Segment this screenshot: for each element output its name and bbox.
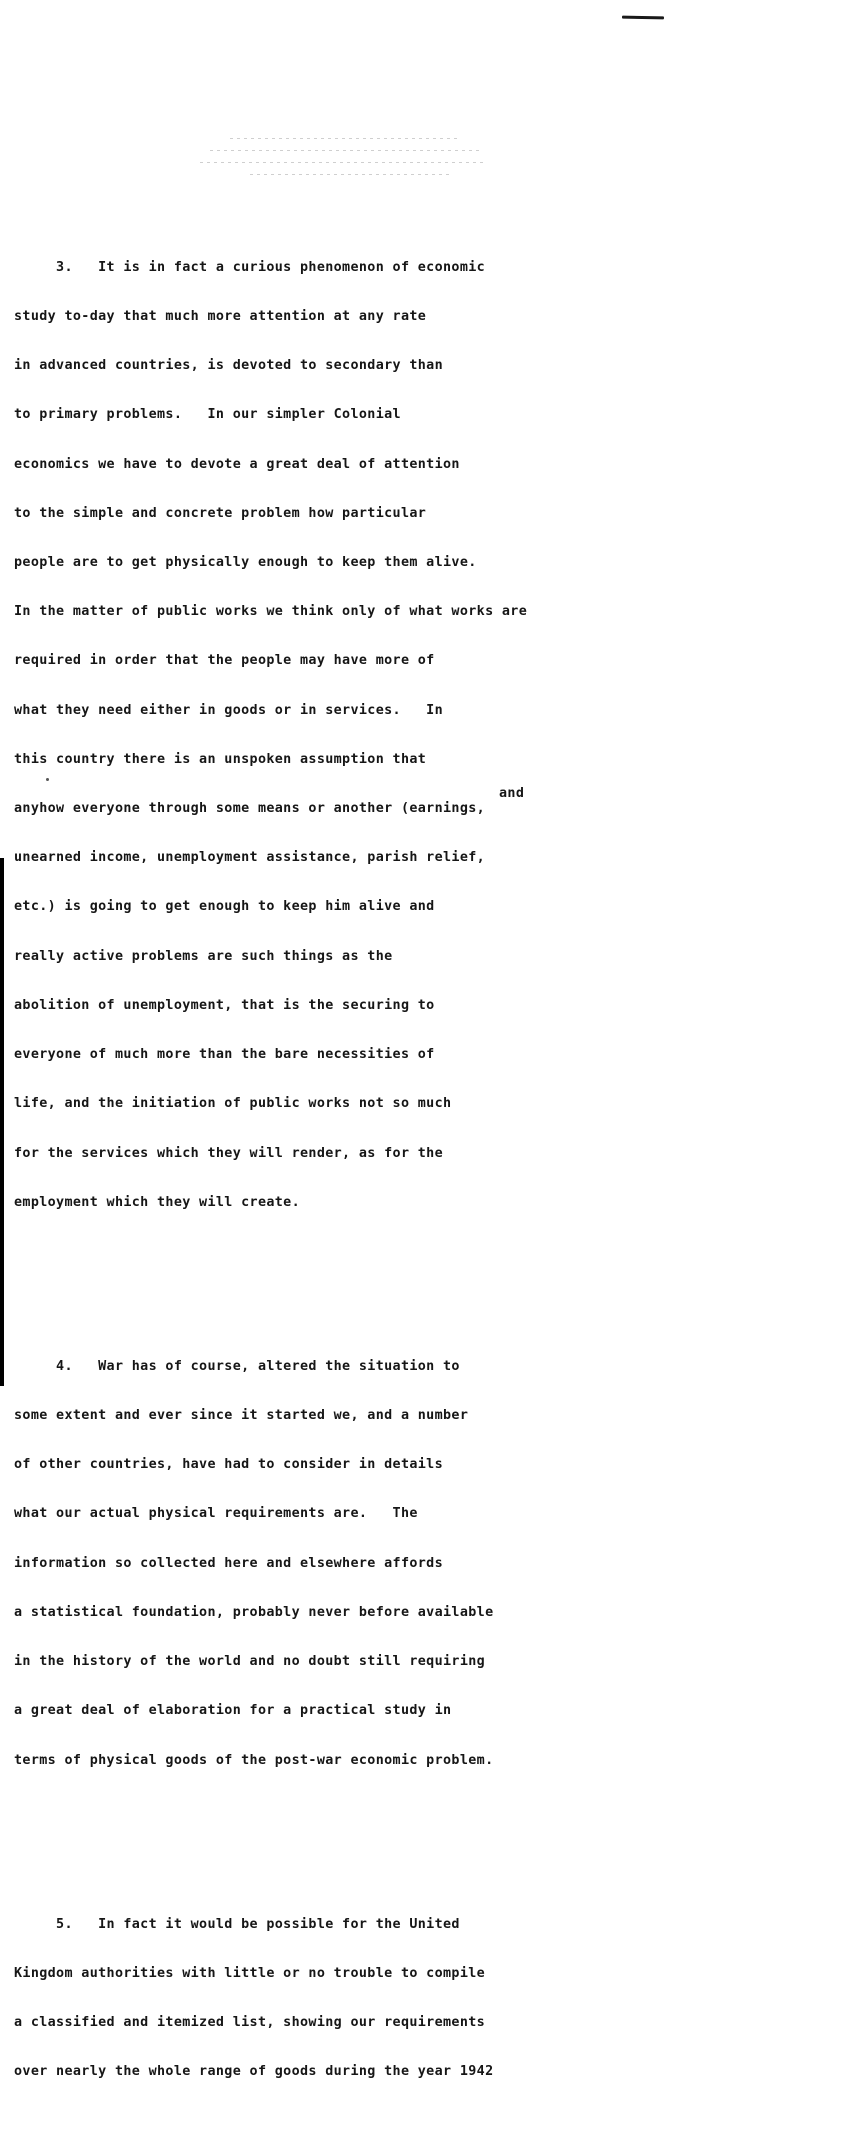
text-line: Kingdom authorities with little or no trouble to compile: [14, 1965, 486, 1981]
text-line: really active problems are such things as the: [14, 948, 393, 964]
text-line: In the matter of public works we think only of what works are: [14, 604, 528, 620]
text-line: economics we have to devote a great deal of attention: [14, 456, 460, 472]
document-body: [14, 194, 634, 2146]
text-line: 5. In fact it would be possible for the United: [14, 1916, 460, 1932]
paragraph-spacer: [14, 1835, 634, 1851]
text-line: abolition of unemployment, that is the securing to: [14, 997, 435, 1013]
text-line: in advanced countries, is devoted to secondary than: [14, 358, 444, 374]
paragraph-spacer: [14, 1277, 634, 1293]
text-line: a statistical foundation, probably never before available: [14, 1604, 494, 1620]
text-line: of other countries, have had to consider in details: [14, 1457, 444, 1473]
ink-speck: [46, 778, 49, 781]
text-line: life, and the initiation of public works not so much: [14, 1096, 452, 1112]
text-line: in the history of the world and no doubt still requiring: [14, 1654, 486, 1670]
text-line: information so collected here and elsewhere affords: [14, 1555, 444, 1571]
text-line: to primary problems. In our simpler Colonial: [14, 407, 401, 423]
faint-header-bleedthrough: [200, 130, 490, 182]
text-line: this country there is an unspoken assumption that: [14, 751, 427, 767]
text-line: everyone of much more than the bare necessities of: [14, 1047, 435, 1063]
text-line: unearned income, unemployment assistance, parish relief,: [14, 850, 486, 866]
text-line: 4. War has of course, altered the situation to: [14, 1358, 460, 1374]
paragraph-5: [14, 1884, 634, 2114]
text-line: a classified and itemized list, showing our requirements: [14, 2015, 486, 2031]
text-line: what our actual physical requirements are. The: [14, 1506, 418, 1522]
text-line: to the simple and concrete problem how particular: [14, 505, 427, 521]
paragraph-3: [14, 227, 634, 1244]
text-line: for the services which they will render, as for the: [14, 1145, 444, 1161]
pen-mark: [622, 16, 664, 20]
catchword: and: [499, 786, 525, 801]
scan-edge-shadow: [0, 858, 4, 1386]
text-line: people are to get physically enough to keep them alive.: [14, 554, 477, 570]
text-line: what they need either in goods or in services. In: [14, 702, 444, 718]
paragraph-4: [14, 1326, 634, 1802]
text-line: etc.) is going to get enough to keep him alive and: [14, 899, 435, 915]
text-line: employment which they will create.: [14, 1194, 301, 1210]
text-line: study to-day that much more attention at any rate: [14, 308, 427, 324]
text-line: a great deal of elaboration for a practical study in: [14, 1703, 452, 1719]
text-line: anyhow everyone through some means or another (earnings,: [14, 801, 486, 817]
text-line: terms of physical goods of the post-war economic problem.: [14, 1752, 494, 1768]
text-line: some extent and ever since it started we, and a number: [14, 1408, 469, 1424]
text-line: 3. It is in fact a curious phenomenon of economic: [14, 259, 486, 275]
text-line: required in order that the people may have more of: [14, 653, 435, 669]
text-line: over nearly the whole range of goods during the year 1942: [14, 2064, 494, 2080]
